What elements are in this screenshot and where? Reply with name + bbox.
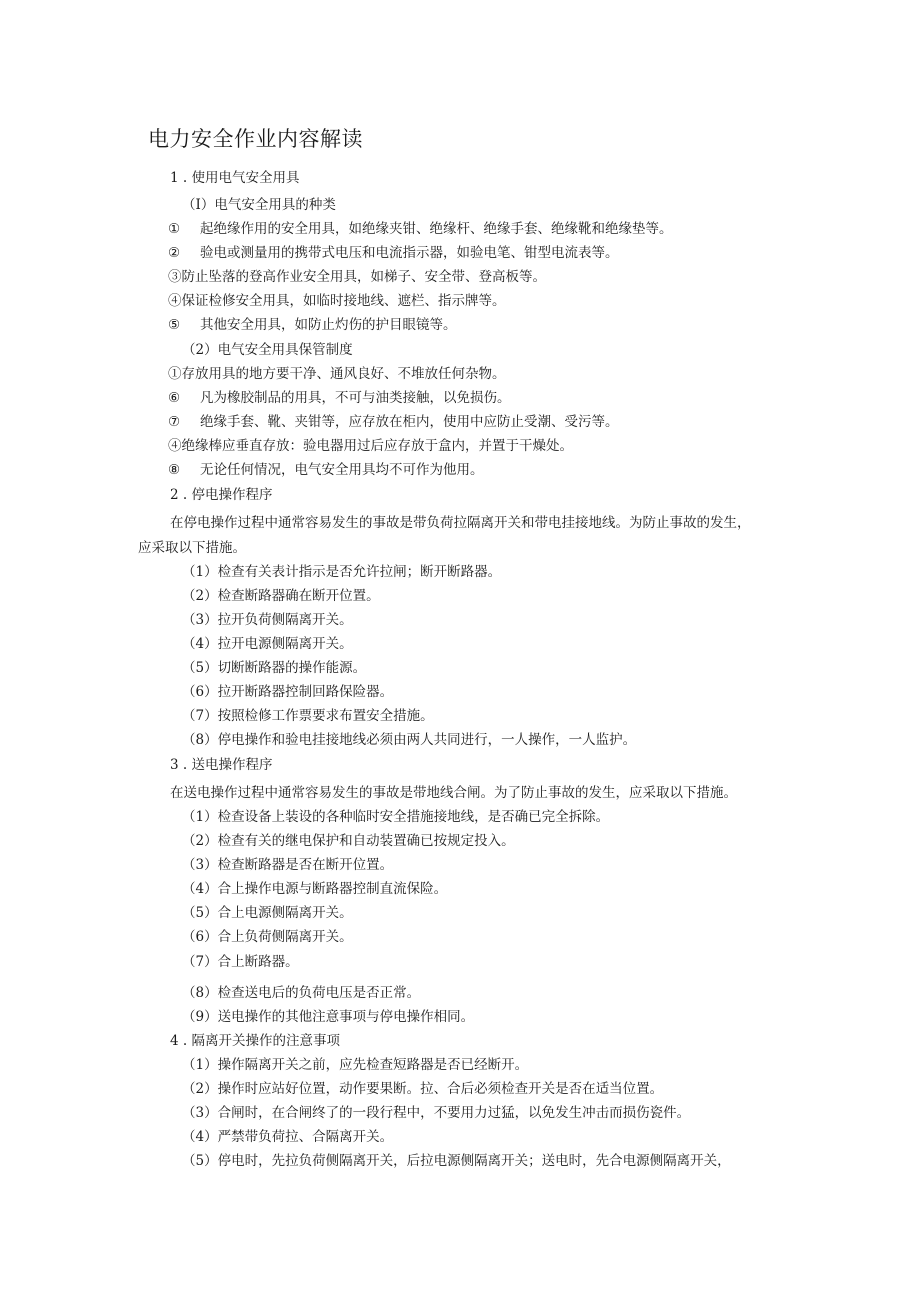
list-item bbox=[168, 295, 506, 309]
page-title: 电力安全作业内容解读 bbox=[148, 127, 363, 151]
step-item: （6）拉开断路器控制回路保险器。 bbox=[182, 684, 394, 700]
item-number: ② bbox=[168, 245, 181, 261]
item-text: 其他安全用具，如防止灼伤的护目眼镜等。 bbox=[200, 317, 457, 333]
step-item: （2）检查有关的继电保护和自动装置确已按规定投入。 bbox=[182, 833, 515, 849]
section-1-subheading-2: （2）电气安全用具保管制度 bbox=[182, 342, 353, 358]
step-item: （4）拉开电源侧隔离开关。 bbox=[182, 636, 353, 652]
item-number: ⑦ bbox=[168, 414, 181, 430]
list-item bbox=[168, 319, 457, 333]
item-text: 起绝缘作用的安全用具，如绝缘夹钳、绝缘杆、绝缘手套、绝缘靴和绝缘垫等。 bbox=[200, 221, 673, 237]
step-item: （4）合上操作电源与断路器控制直流保险。 bbox=[182, 881, 448, 897]
step-item: （5）停电时，先拉负荷侧隔离开关，后拉电源侧隔离开关；送电时，先合电源侧隔离开关， bbox=[182, 1153, 731, 1169]
step-item: （5）切断断路器的操作能源。 bbox=[182, 660, 367, 676]
step-item: （3）合闸时，在合闸终了的一段行程中，不要用力过猛，以免发生冲击而损伤瓷件。 bbox=[182, 1105, 691, 1121]
list-item bbox=[168, 464, 484, 478]
step-item: （5）合上电源侧隔离开关。 bbox=[182, 905, 353, 921]
list-item bbox=[168, 368, 506, 382]
item-text: 绝缘手套、靴、夹钳等，应存放在柜内，使用中应防止受潮、受污等。 bbox=[200, 414, 619, 430]
step-item: （6）合上负荷侧隔离开关。 bbox=[182, 929, 353, 945]
item-text: 验电或测量用的携带式电压和电流指示器，如验电笔、钳型电流表等。 bbox=[200, 245, 619, 261]
section-2-heading: 2 . 停电操作程序 bbox=[170, 487, 273, 503]
step-item: （3）拉开负荷侧隔离开关。 bbox=[182, 612, 353, 628]
item-text: 凡为橡胶制品的用具，不可与油类接触，以免损伤。 bbox=[200, 390, 511, 406]
step-item: （2）操作时应站好位置，动作要果断。拉、合后必须检查开关是否在适当位置。 bbox=[182, 1081, 664, 1097]
step-item: （1）操作隔离开关之前，应先检查短路器是否已经断开。 bbox=[182, 1057, 529, 1073]
list-item bbox=[168, 392, 511, 406]
item-text: ③防止坠落的登高作业安全用具，如梯子、安全带、登高板等。 bbox=[168, 269, 546, 285]
step-item: （9）送电操作的其他注意事项与停电操作相同。 bbox=[182, 1009, 475, 1025]
step-item: （8）检查送电后的负荷电压是否正常。 bbox=[182, 985, 421, 1001]
item-text: ④绝缘棒应垂直存放：验电器用过后应存放于盒内，并置于干燥处。 bbox=[168, 438, 573, 454]
section-4-heading: 4 . 隔离开关操作的注意事项 bbox=[170, 1033, 340, 1049]
item-text: ①存放用具的地方要干净、通风良好、不堆放任何杂物。 bbox=[168, 366, 506, 382]
list-item bbox=[168, 247, 619, 261]
step-item: （7）按照检修工作票要求布置安全措施。 bbox=[182, 708, 434, 724]
step-item: （1）检查设备上装设的各种临时安全措施接地线，是否确已完全拆除。 bbox=[182, 809, 610, 825]
step-item: （4）严禁带负荷拉、合隔离开关。 bbox=[182, 1129, 394, 1145]
section-2-intro-line-2: 应采取以下措施。 bbox=[138, 540, 246, 556]
item-text: ④保证检修安全用具，如临时接地线、遮栏、指示牌等。 bbox=[168, 293, 506, 309]
step-item: （1）检查有关表计指示是否允许拉闸；断开断路器。 bbox=[182, 564, 502, 580]
list-item bbox=[168, 440, 573, 454]
step-item: （2）检查断路器确在断开位置。 bbox=[182, 588, 380, 604]
list-item bbox=[168, 223, 673, 237]
item-text: 无论任何情况，电气安全用具均不可作为他用。 bbox=[200, 462, 484, 478]
section-2-intro-line-1: 在停电操作过程中通常容易发生的事故是带负荷拉隔离开关和带电挂接地线。为防止事故的发生， bbox=[170, 515, 751, 531]
section-3-intro: 在送电操作过程中通常容易发生的事故是带地线合闸。为了防止事故的发生，应采取以下措施。 bbox=[170, 785, 737, 801]
step-item: （3）检查断路器是否在断开位置。 bbox=[182, 857, 394, 873]
list-item bbox=[168, 271, 546, 285]
item-number: ⑧ bbox=[168, 462, 181, 478]
section-1-heading: 1 . 使用电气安全用具 bbox=[170, 170, 300, 186]
item-number: ① bbox=[168, 221, 181, 237]
item-number: ⑤ bbox=[168, 317, 181, 333]
step-item: （7）合上断路器。 bbox=[182, 954, 299, 970]
section-1-subheading-1: （I）电气安全用具的种类 bbox=[182, 197, 336, 213]
step-item: （8）停电操作和验电挂接地线必须由两人共同进行，一人操作，一人监护。 bbox=[182, 732, 637, 748]
item-number: ⑥ bbox=[168, 390, 181, 406]
list-item bbox=[168, 416, 619, 430]
section-3-heading: 3 . 送电操作程序 bbox=[170, 757, 273, 773]
